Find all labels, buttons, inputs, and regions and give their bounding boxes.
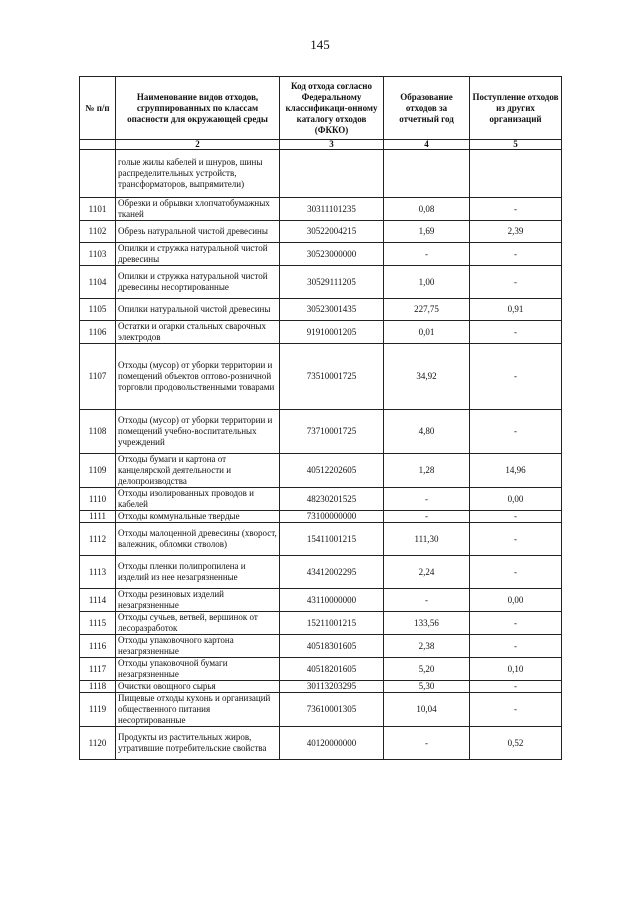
cell-received: -: [470, 198, 562, 221]
cell-code: 43110000000: [280, 589, 384, 612]
cell-name: Отходы упаковочной бумаги незагрязненные: [116, 658, 280, 681]
colnum-1: [80, 140, 116, 150]
table-row: [80, 612, 562, 635]
cell-name: Отходы (мусор) от уборки территории и помещений объектов оптово-розничной торговли продовольственными товарами: [116, 344, 280, 410]
cell-received: -: [470, 612, 562, 635]
table-row: [80, 511, 562, 523]
cell-formed: 227,75: [384, 299, 470, 321]
table-row: [80, 488, 562, 511]
cell-name: Пищевые отходы кухонь и организаций общественного питания несортированные: [116, 693, 280, 727]
cell-code: 30523000000: [280, 243, 384, 266]
cell-num: 1105: [80, 299, 116, 321]
colnum-5: 5: [470, 140, 562, 150]
table-row: [80, 523, 562, 556]
cell-received: -: [470, 410, 562, 454]
cell-code: 30311101235: [280, 198, 384, 221]
cell-received: -: [470, 681, 562, 693]
cell-num: 1107: [80, 344, 116, 410]
cell-formed: -: [384, 727, 470, 760]
cell-received: -: [470, 523, 562, 556]
cell-formed: -: [384, 488, 470, 511]
cell-formed: 1,28: [384, 454, 470, 488]
cell-received: 2,39: [470, 221, 562, 243]
cell-code: 73100000000: [280, 511, 384, 523]
cell-formed: 4,80: [384, 410, 470, 454]
table-row: [80, 556, 562, 589]
table-row: [80, 321, 562, 344]
colnum-2: 2: [116, 140, 280, 150]
colnum-4: 4: [384, 140, 470, 150]
table-row: [80, 243, 562, 266]
cell-num: 1111: [80, 511, 116, 523]
cell-num: 1102: [80, 221, 116, 243]
header-name: Наименование видов отходов, сгруппированных по классам опасности для окружающей среды: [116, 77, 280, 140]
cell-received: -: [470, 635, 562, 658]
cell-formed: -: [384, 243, 470, 266]
cell-name: Отходы упаковочного картона незагрязненные: [116, 635, 280, 658]
cell-code: 40518301605: [280, 635, 384, 658]
page-number: 145: [310, 37, 330, 52]
cell-received: 0,91: [470, 299, 562, 321]
cell-num: 1114: [80, 589, 116, 612]
cell-num: 1110: [80, 488, 116, 511]
table-row: [80, 266, 562, 299]
cell-code: 40512202605: [280, 454, 384, 488]
cell-received: 14,96: [470, 454, 562, 488]
cell-received: -: [470, 693, 562, 727]
cell-code: 43412002295: [280, 556, 384, 589]
cell-received: 0,52: [470, 727, 562, 760]
header-formed: Образование отходов за отчетный год: [384, 77, 470, 140]
cell-formed: 1,69: [384, 221, 470, 243]
cell-formed: 34,92: [384, 344, 470, 410]
cell-code: 15211001215: [280, 612, 384, 635]
waste-table: [79, 76, 562, 760]
table-row: [80, 693, 562, 727]
cell-received: -: [470, 321, 562, 344]
cell-num: 1112: [80, 523, 116, 556]
cell-code: 30523001435: [280, 299, 384, 321]
cell-received: 0,00: [470, 589, 562, 612]
table-row: [80, 635, 562, 658]
cell-name: Обрезь натуральной чистой древесины: [116, 221, 280, 243]
cell-received: 0,00: [470, 488, 562, 511]
cell-code: 30529111205: [280, 266, 384, 299]
header-row: [80, 77, 562, 140]
table-row: [80, 589, 562, 612]
table-row: [80, 198, 562, 221]
cell-name: Отходы коммунальные твердые: [116, 511, 280, 523]
cell-formed: 1,00: [384, 266, 470, 299]
colnum-3: 3: [280, 140, 384, 150]
cell-code: 73710001725: [280, 410, 384, 454]
table-row: [80, 221, 562, 243]
cell-num: 1119: [80, 693, 116, 727]
cell-name: Опилки натуральной чистой древесины: [116, 299, 280, 321]
cell-name: Опилки и стружка натуральной чистой древесины несортированные: [116, 266, 280, 299]
cell-name: Отходы сучьев, ветвей, вершинок от лесоразработок: [116, 612, 280, 635]
cell-formed: -: [384, 511, 470, 523]
cell-formed: 0,08: [384, 198, 470, 221]
cell-formed: 5,20: [384, 658, 470, 681]
cell-name: Обрезки и обрывки хлопчатобумажных тканей: [116, 198, 280, 221]
cell-name: Опилки и стружка натуральной чистой древесины: [116, 243, 280, 266]
table-row: [80, 150, 562, 198]
table-row: [80, 681, 562, 693]
cell-received: -: [470, 266, 562, 299]
cell-name: Отходы резиновых изделий незагрязненные: [116, 589, 280, 612]
cell-received: -: [470, 511, 562, 523]
cell-formed: -: [384, 589, 470, 612]
header-num: № п/п: [80, 77, 116, 140]
cell-code: 30522004215: [280, 221, 384, 243]
cell-code: 30113203295: [280, 681, 384, 693]
cell-received: 0,10: [470, 658, 562, 681]
cell-received: -: [470, 556, 562, 589]
cell-name: Остатки и огарки стальных сварочных электродов: [116, 321, 280, 344]
cell-num: 1115: [80, 612, 116, 635]
cell-name: Отходы пленки полипропилена и изделий из нее незагрязненные: [116, 556, 280, 589]
cell-formed: 0,01: [384, 321, 470, 344]
cell-num: 1106: [80, 321, 116, 344]
cell-received: -: [470, 344, 562, 410]
cell-num: 1109: [80, 454, 116, 488]
cell-num: 1117: [80, 658, 116, 681]
cell-name: Отходы малоценной древесины (хворост, валежник, обломки стволов): [116, 523, 280, 556]
cell-name: Очистки овощного сырья: [116, 681, 280, 693]
cell-formed: 5,30: [384, 681, 470, 693]
table-row: [80, 344, 562, 410]
cell-formed: 111,30: [384, 523, 470, 556]
cell-received: [470, 150, 562, 198]
cell-code: 40518201605: [280, 658, 384, 681]
cell-num: 1104: [80, 266, 116, 299]
cell-name: голые жилы кабелей и шнуров, шины распределительных устройств, трансформаторов, выпрямители): [116, 150, 280, 198]
cell-formed: 10,04: [384, 693, 470, 727]
table-row: [80, 410, 562, 454]
table-row: [80, 299, 562, 321]
cell-code: [280, 150, 384, 198]
cell-code: 48230201525: [280, 488, 384, 511]
cell-name: Отходы (мусор) от уборки территории и помещений учебно-воспитательных учреждений: [116, 410, 280, 454]
cell-code: 73510001725: [280, 344, 384, 410]
cell-code: 91910001205: [280, 321, 384, 344]
column-number-row: [80, 140, 562, 150]
cell-num: 1113: [80, 556, 116, 589]
cell-name: Продукты из растительных жиров, утратившие потребительские свойства: [116, 727, 280, 760]
cell-num: 1108: [80, 410, 116, 454]
cell-num: 1101: [80, 198, 116, 221]
table-row: [80, 658, 562, 681]
cell-num: [80, 150, 116, 198]
cell-formed: 133,56: [384, 612, 470, 635]
cell-code: 15411001215: [280, 523, 384, 556]
header-received: Поступление отходов из других организаций: [470, 77, 562, 140]
cell-num: 1116: [80, 635, 116, 658]
cell-received: -: [470, 243, 562, 266]
cell-formed: 2,38: [384, 635, 470, 658]
table-row: [80, 454, 562, 488]
cell-num: 1118: [80, 681, 116, 693]
cell-code: 40120000000: [280, 727, 384, 760]
cell-num: 1103: [80, 243, 116, 266]
cell-formed: 2,24: [384, 556, 470, 589]
table-row: [80, 727, 562, 760]
cell-num: 1120: [80, 727, 116, 760]
cell-name: Отходы изолированных проводов и кабелей: [116, 488, 280, 511]
cell-code: 73610001305: [280, 693, 384, 727]
cell-formed: [384, 150, 470, 198]
cell-name: Отходы бумаги и картона от канцелярской деятельности и делопроизводства: [116, 454, 280, 488]
header-code: Код отхода согласно Федеральному классификаци-онному каталогу отходов (ФККО): [280, 77, 384, 140]
